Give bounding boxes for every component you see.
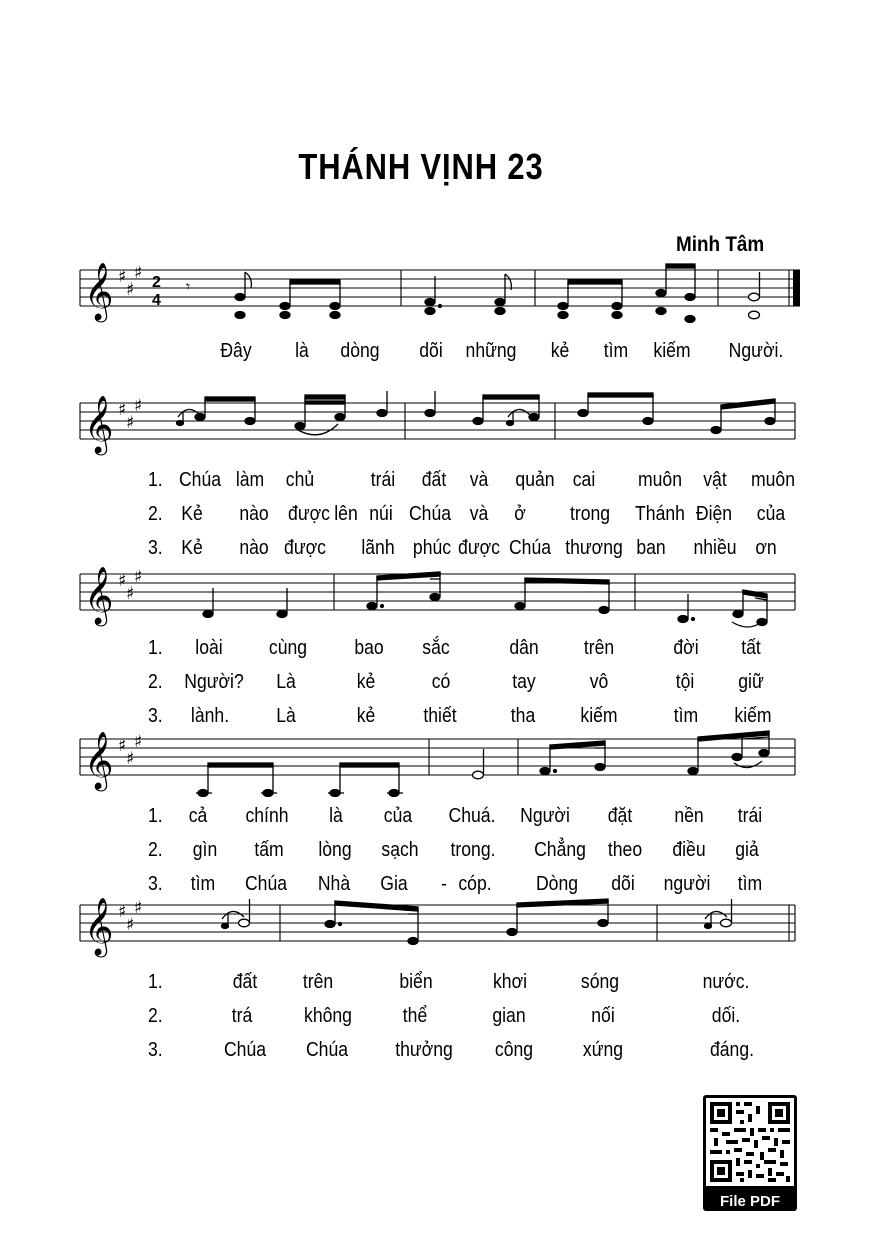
lyric-word: lòng [318, 839, 352, 861]
lyric-word: biển [399, 971, 433, 993]
lyric-word: dõi [611, 873, 635, 895]
lyric-word: nước. [702, 971, 750, 993]
lyric-word: tìm [673, 705, 699, 727]
composer-name: Minh Tâm [676, 233, 765, 256]
time-sig-top: 2 [152, 274, 161, 291]
lyric-word: Người. [728, 340, 784, 362]
stanza-number: 3. [148, 1039, 163, 1061]
svg-text:♯: ♯ [118, 571, 127, 591]
lyric-word: Điện [695, 503, 733, 525]
lyric-word: muôn [750, 469, 796, 491]
lyric-word: phúc [412, 537, 452, 559]
stanza-number: 3. [148, 873, 163, 895]
lyric-word: nền [674, 805, 704, 827]
svg-text:♯: ♯ [118, 736, 127, 756]
lyric-word: kẻ [356, 705, 376, 727]
lyric-word: ở [514, 503, 526, 525]
lyric-word: đất [232, 971, 258, 993]
lyric-word: sắc [422, 637, 450, 659]
lyric-word: tìm [603, 340, 629, 362]
stanza-number: 3. [148, 537, 163, 559]
lyric-word: người [663, 873, 711, 895]
lyric-word: trái [370, 469, 396, 491]
lyric-word: bao [354, 637, 384, 659]
lyric-word: và [469, 469, 489, 491]
lyric-word: Chẳng [534, 839, 586, 861]
lyric-word: làm [235, 469, 265, 491]
lyric-word: công [494, 1039, 534, 1061]
lyric-word: Thánh [635, 503, 685, 525]
staff-system-4 [0, 727, 875, 797]
lyric-word: Chúa [305, 1039, 349, 1061]
lyric-word: có [431, 671, 451, 693]
qr-code-pdf-link[interactable] [703, 1095, 797, 1211]
svg-text:♯: ♯ [118, 400, 127, 420]
lyric-word: Dòng [535, 873, 579, 895]
lyric-word: Kẻ [181, 537, 203, 559]
stanza-number: 3. [148, 705, 163, 727]
lyric-word: Gia [380, 873, 408, 895]
lyric-word: theo [607, 839, 643, 861]
lyric-word: được [458, 537, 500, 559]
svg-text:♯: ♯ [126, 280, 135, 300]
lyric-word: được [288, 503, 330, 525]
stanza-number: 1. [148, 805, 163, 827]
lyric-word: tay [512, 671, 536, 693]
lyric-word: nào [239, 537, 269, 559]
lyric-word: điều [672, 839, 706, 861]
svg-text:♯: ♯ [134, 263, 143, 283]
lyric-word: cùng [268, 637, 308, 659]
svg-text:♯: ♯ [134, 567, 143, 587]
lyric-word: kiếm [734, 705, 772, 727]
qr-code-icon [706, 1098, 794, 1186]
lyric-word: Chúa [244, 873, 288, 895]
lyric-word: Người [520, 805, 570, 827]
svg-text:𝄞: 𝄞 [84, 262, 114, 320]
lyric-word: chính [245, 805, 289, 827]
lyric-word: trên [302, 971, 334, 993]
lyric-word: Là [276, 671, 296, 693]
lyric-word: kẻ [356, 671, 376, 693]
svg-text:♯: ♯ [126, 413, 135, 433]
lyric-word: - [441, 873, 447, 895]
lyric-word: là [295, 340, 309, 362]
lyric-word: thương [565, 537, 623, 559]
svg-text:♯: ♯ [134, 732, 143, 752]
stanza-number: 1. [148, 469, 163, 491]
lyric-word: dối. [711, 1005, 741, 1027]
lyric-word: trong. [450, 839, 496, 861]
lyric-word: khơi [492, 971, 528, 993]
svg-text:𝄞: 𝄞 [84, 395, 114, 453]
lyric-word: của [756, 503, 786, 525]
lyric-word: cả [188, 805, 208, 827]
time-sig-bottom: 4 [152, 292, 161, 309]
lyric-word: nào [239, 503, 269, 525]
svg-text:♯: ♯ [118, 902, 127, 922]
lyric-word: cóp. [458, 873, 492, 895]
lyric-word: Nhà [317, 873, 351, 895]
lyric-word: đặt [607, 805, 633, 827]
lyric-word: của [383, 805, 413, 827]
lyric-word: ơn [755, 537, 777, 559]
lyric-word: tìm [737, 873, 763, 895]
svg-text:♯: ♯ [126, 915, 135, 935]
lyric-word: dõi [419, 340, 443, 362]
lyric-word: loài [195, 637, 223, 659]
lyric-word: tấm [254, 839, 284, 861]
lyric-word: vô [589, 671, 609, 693]
lyric-word: nhiều [693, 537, 737, 559]
lyric-word: kiếm [580, 705, 618, 727]
svg-text:𝄞: 𝄞 [84, 731, 114, 789]
lyric-word: lên [334, 503, 358, 525]
lyric-word: sóng [580, 971, 620, 993]
lyric-word: trong [569, 503, 611, 525]
staff-system-2 [0, 391, 875, 461]
lyric-word: muôn [637, 469, 683, 491]
lyric-word: tội [675, 671, 695, 693]
lyric-word: cai [572, 469, 596, 491]
lyric-word: thể [402, 1005, 428, 1027]
svg-text:♯: ♯ [134, 898, 143, 918]
stanza-number: 2. [148, 839, 163, 861]
svg-text:𝄞: 𝄞 [84, 897, 114, 955]
lyric-word: Chúa [408, 503, 452, 525]
lyric-word: tất [741, 637, 761, 659]
lyric-word: chủ [285, 469, 315, 491]
svg-text:♯: ♯ [134, 396, 143, 416]
lyric-word: tìm [190, 873, 216, 895]
stanza-number: 1. [148, 637, 163, 659]
lyric-word: gian [492, 1005, 526, 1027]
lyric-word: thưởng [395, 1039, 453, 1061]
lyric-word: Chuá. [448, 805, 496, 827]
lyric-word: Người? [184, 671, 244, 693]
stanza-number: 2. [148, 503, 163, 525]
lyric-word: Đây [220, 340, 252, 362]
lyric-word: trá [231, 1005, 253, 1027]
lyric-word: ban [636, 537, 666, 559]
lyric-word: đất [421, 469, 447, 491]
lyric-word: Kẻ [181, 503, 203, 525]
stanza-number: 2. [148, 671, 163, 693]
file-pdf-label: File PDF [719, 1193, 780, 1210]
lyric-word: Chúa [178, 469, 222, 491]
lyric-word: kẻ [550, 340, 570, 362]
song-title: THÁNH VỊNH 23 [298, 146, 544, 187]
lyric-word: giữ [738, 671, 764, 693]
lyric-word: núi [369, 503, 393, 525]
lyric-word: nối [591, 1005, 615, 1027]
lyric-word: được [284, 537, 326, 559]
lyric-word: những [465, 340, 517, 362]
svg-text:𝄾: 𝄾 [186, 277, 191, 296]
lyric-word: đời [673, 637, 699, 659]
lyric-word: trên [583, 637, 615, 659]
lyric-word: Chúa [223, 1039, 267, 1061]
lyric-word: Chúa [508, 537, 552, 559]
lyric-word: gìn [192, 839, 218, 861]
stanza-number: 1. [148, 971, 163, 993]
lyric-word: dân [509, 637, 539, 659]
lyric-word: đáng. [709, 1039, 755, 1061]
lyric-word: xứng [582, 1039, 624, 1061]
svg-text:♯: ♯ [126, 584, 135, 604]
svg-text:♯: ♯ [118, 267, 127, 287]
lyric-word: sạch [381, 839, 419, 861]
lyric-word: giả [735, 839, 759, 861]
lyric-word: lãnh [361, 537, 395, 559]
lyric-word: tha [510, 705, 536, 727]
lyric-word: thiết [423, 705, 457, 727]
staff-system-5 [0, 893, 875, 963]
svg-text:♯: ♯ [126, 749, 135, 769]
lyric-word: vật [703, 469, 727, 491]
lyric-word: không [304, 1005, 352, 1027]
lyric-word: quản [515, 469, 555, 491]
lyric-word: là [329, 805, 343, 827]
svg-text:𝄞: 𝄞 [84, 566, 114, 624]
lyric-word: lành. [190, 705, 230, 727]
stanza-number: 2. [148, 1005, 163, 1027]
staff-system-1 [0, 258, 875, 328]
lyric-word: và [469, 503, 489, 525]
lyric-word: dòng [340, 340, 380, 362]
lyric-word: trái [737, 805, 763, 827]
lyric-word: Là [276, 705, 296, 727]
staff-system-3 [0, 562, 875, 632]
lyric-word: kiếm [653, 340, 691, 362]
